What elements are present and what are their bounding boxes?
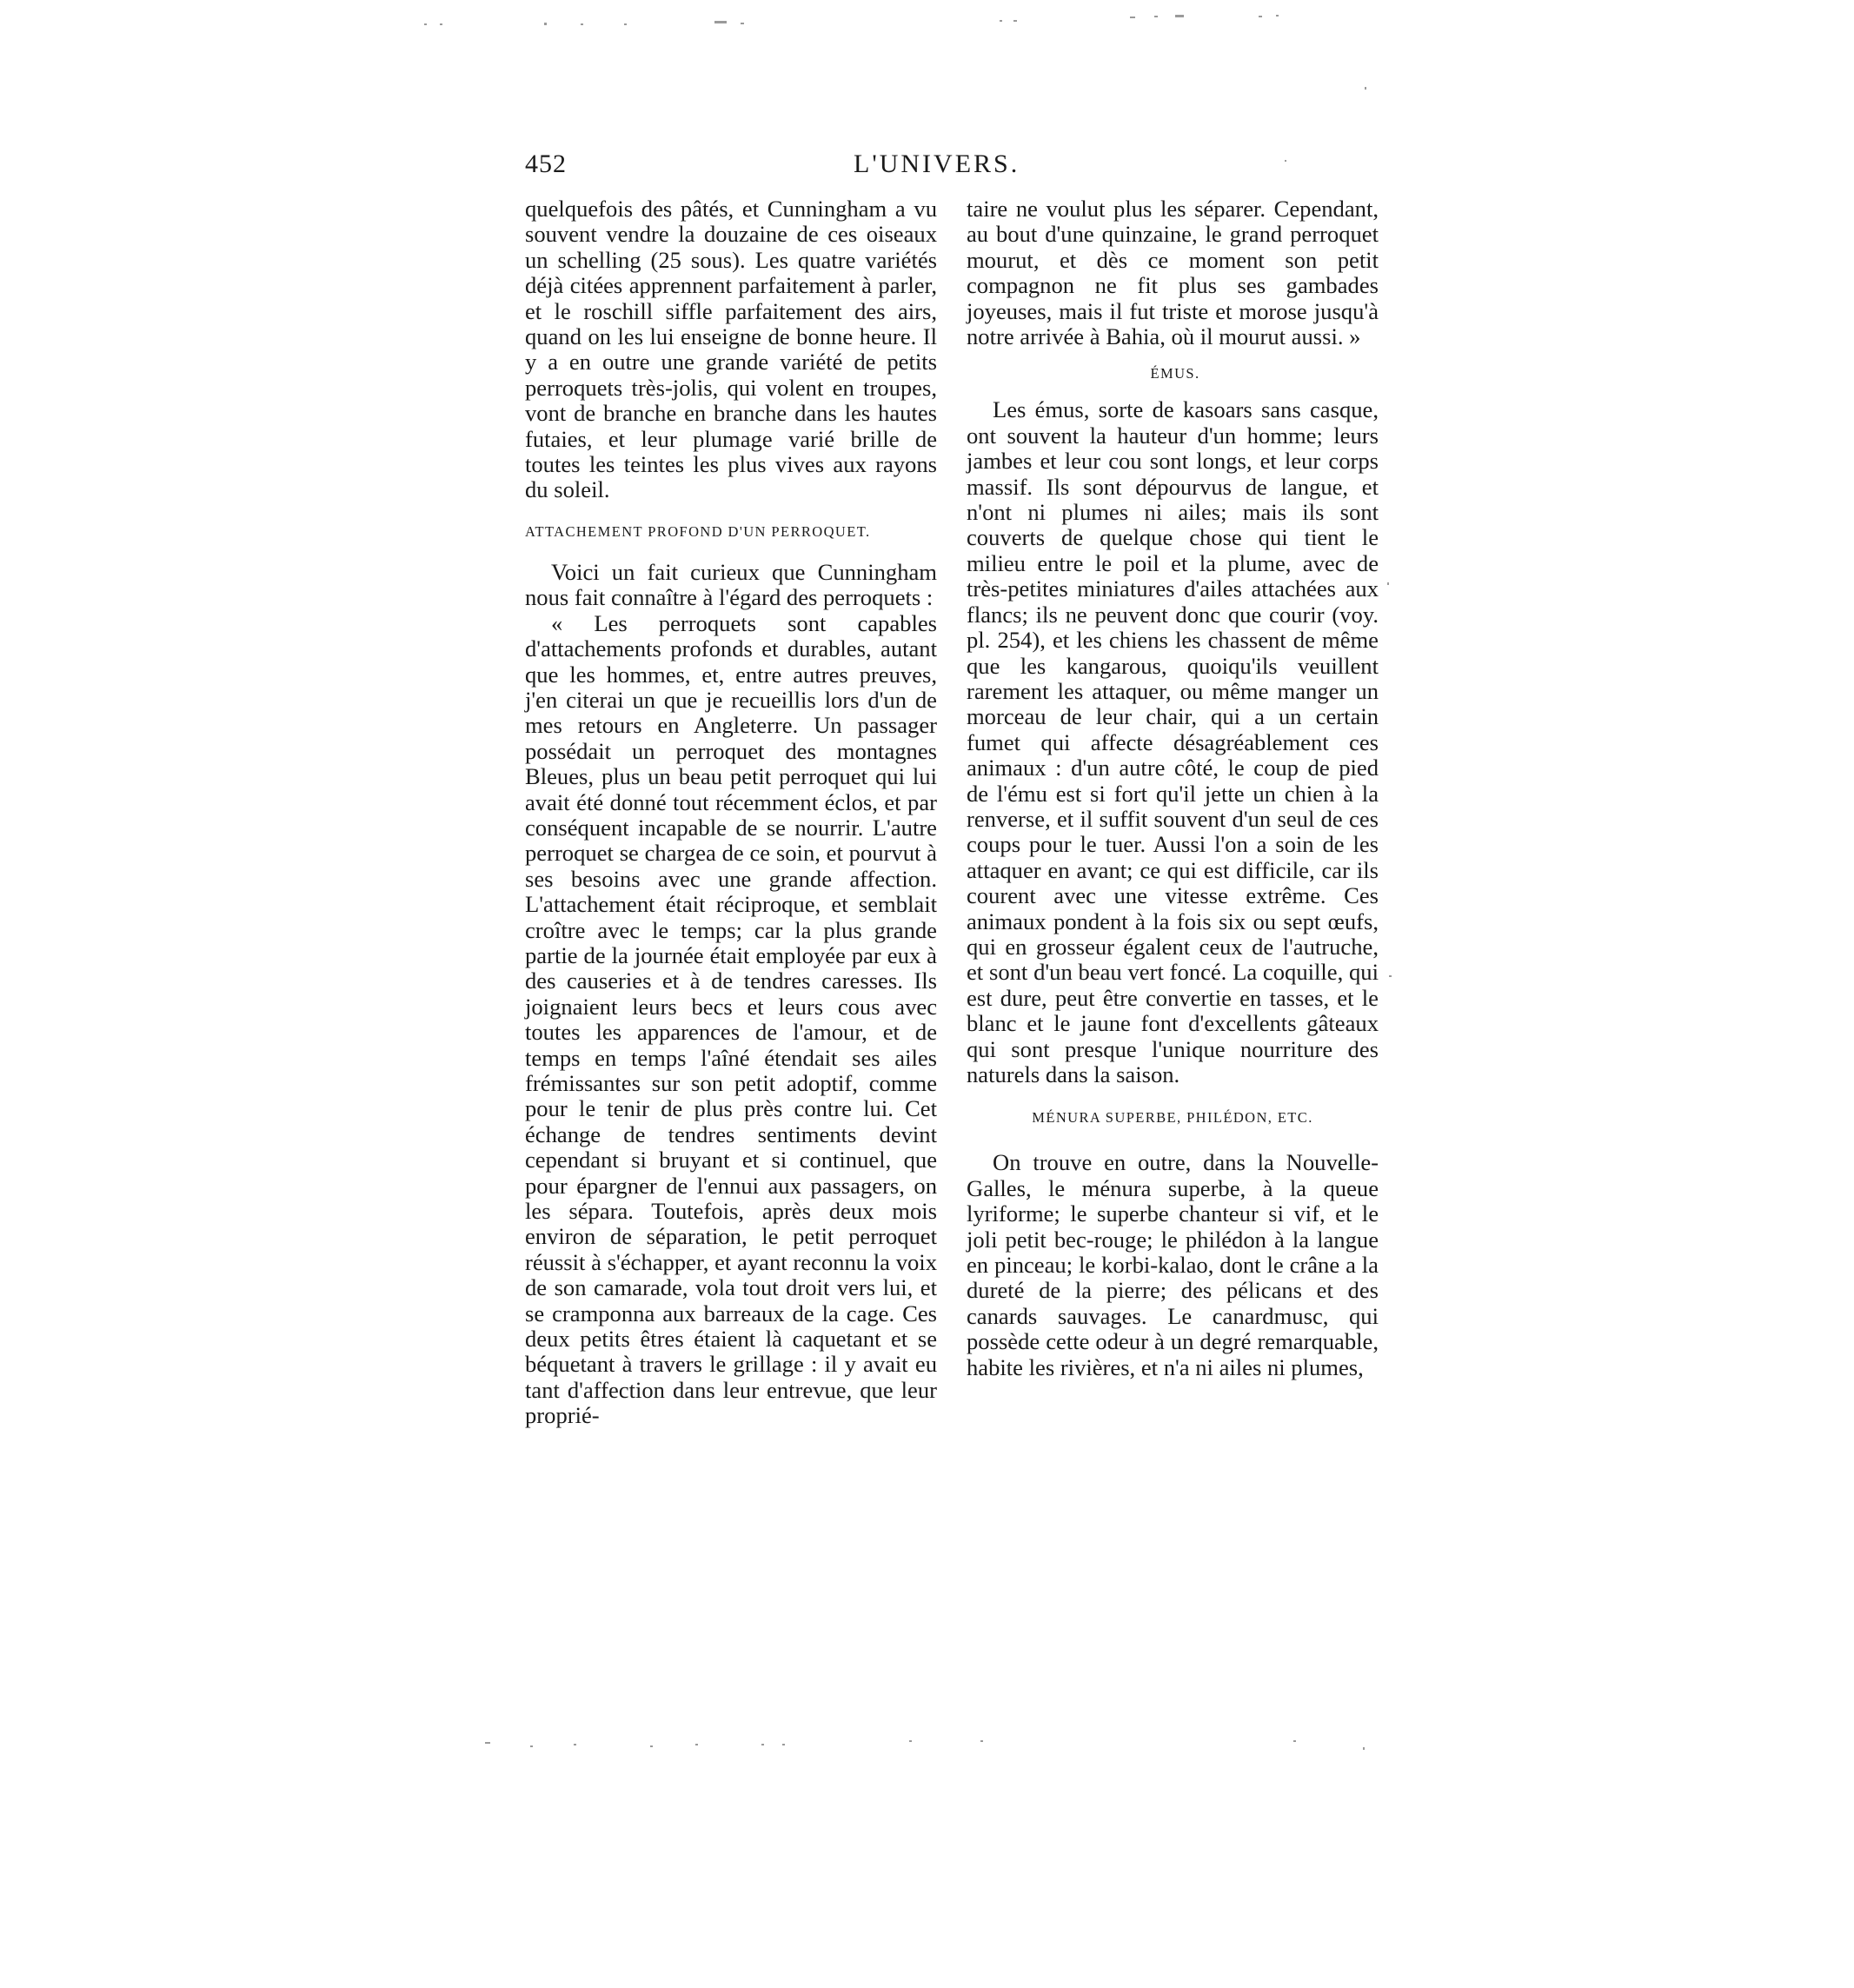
page-header (525, 150, 1377, 188)
section-heading-emus: ÉMUS. (1150, 365, 1200, 382)
left-paragraph-2: Voici un fait curieux que Cunningham nous fait connaître à l'égard des perroquets : (525, 558, 937, 611)
right-paragraph-3: On trouve en outre, dans la Nouvelle-Galles, le ménura superbe, à la queue lyriforme; le superbe chanteur si vif, et le joli petit bec-rouge; le philédon à la langue en pinceau; le korbi-kalao, dont le crâne a la dureté de la pierre; des pélicans et des canards sauvages. Le canardmusc, qui possède cette odeur à un degré remarquable, habite les rivières, et n'a ni ailes ni plumes, (967, 1149, 1379, 1380)
section-heading-attachement: ATTACHEMENT PROFOND D'UN PERROQUET. (525, 522, 871, 540)
left-column (525, 196, 937, 1429)
running-title: L'UNIVERS. (854, 150, 1020, 178)
left-paragraph-3: « Les perroquets sont capables d'attachements profonds et durables, autant que les hommes, et, entre autres preuves, j'en citerai un que je recueillis lors d'un de mes retours en Angleterre. Un passager possédait un perroquet des montagnes Bleues, plus un beau petit perroquet qui lui avait été donné tout récemment éclos, et par conséquent incapable de se nourrir. L'autre perroquet se chargea de ce soin, et pourvut à ses besoins avec une grande affection. L'attachement était réciproque, et semblait croître avec le temps; car la plus grande partie de la journée était employée par eux à des causeries et à de tendres caresses. Ils joignaient leurs becs et leurs cous avec toutes les apparences de l'amour, et de temps en temps l'aîné étendait ses ailes frémissantes sur son petit adoptif, comme pour le tenir de plus près contre lui. Cet échange de tendres sentiments devint cependant si bruyant et si continuel, que pour épargner de l'ennui aux passagers, on les sépara. Toutefois, après deux mois environ de séparation, le petit perroquet réussit à s'échapper, et ayant reconnu la voix de son camarade, vola tout droit vers lui, et se cramponna aux barreaux de la cage. Ces deux petits êtres étaient là caquetant et se béquetant à travers le grillage : il y avait eu tant d'affection dans leur entrevue, que leur proprié- (525, 609, 937, 1429)
section-heading-menura: MÉNURA SUPERBE, PHILÉDON, ETC. (1032, 1109, 1313, 1127)
left-paragraph-1: quelquefois des pâtés, et Cunningham a vu souvent vendre la douzaine de ces oiseaux un schelling (25 sous). Les quatre variétés déjà citées apprennent parfaitement à parler, et le roschill siffle parfaitement des airs, quand on les lui enseigne de bonne heure. Il y a en outre une grande variété de petits perroquets très-jolis, qui volent en troupes, vont de branche en branche dans les hautes futaies, et leur plumage varié brille de toutes les teintes les plus vives aux rayons du soleil. (525, 196, 937, 503)
right-paragraph-1: taire ne voulut plus les séparer. Cependant, au bout d'une quinzaine, le grand perroquet mourut, et dès ce moment son petit compagnon ne fit plus ses gambades joyeuses, mais il fut triste et morose jusqu'à notre arrivée à Bahia, où il mourut aussi. » (967, 196, 1379, 350)
right-paragraph-2: Les émus, sorte de kasoars sans casque, ont souvent la hauteur d'un homme; leurs jambes et leur cou sont longs, et leur corps massif. Ils sont dépourvus de langue, et n'ont ni plumes ni ailes; mais ils sont couverts de quelque chose qui tient le milieu entre le poil et la plume, avec de très-petites miniatures d'ailes attachées aux flancs; ils ne peuvent donc que courir (voy. pl. 254), et les chiens les chassent de même que les kangarous, quoiqu'ils veuillent rarement les attaquer, ou même manger un morceau de leur chair, qui a un certain fumet qui affecte désagréablement ces animaux : d'un autre côté, le coup de pied de l'ému est si fort qu'il jette un chien à la renverse, et il suffit souvent d'un seul de ces coups pour le tuer. Aussi l'on a soin de les attaquer en avant; ce qui est difficile, car ils courent avec une vitesse extrême. Ces animaux pondent à la fois six ou sept œufs, qui en grosseur égalent ceux de l'autruche, et sont d'un beau vert foncé. La coquille, qui est dure, peut être convertie en tasses, et le blanc et le jaune font d'excellents gâteaux qui sont presque l'unique nourriture des naturels dans la saison. (967, 396, 1379, 1087)
page-number: 452 (525, 150, 567, 178)
right-column (967, 196, 1379, 1380)
